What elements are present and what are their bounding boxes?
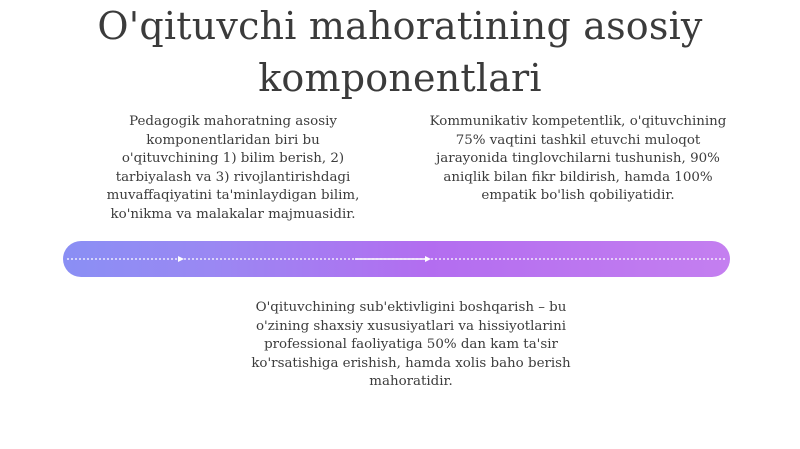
timeline-bar [63, 241, 730, 277]
arrow-head-icon [178, 256, 184, 262]
component-text-subjectivity: O'qituvchining sub'ektivligini boshqarish – bu o'zining shaxsiy xususiyatlari va hissiyotlarini professional faoliyatiga 50% dan kam ta'sir ko'rsatishiga erishish, hamda xolis baho berish mahoratidir. [251, 300, 571, 390]
page-title-line-1: O'qituvchi mahoratining asosiy [97, 4, 703, 48]
component-text-knowledge: Pedagogik mahoratning asosiy komponentlaridan biri bu o'qituvchining 1) bilim berish, 2) tarbiyalash va 3) rivojlantirishdagi muvaffaqiyatini ta'minlaydigan bilim, ko'nikma va malakalar majmuasidir. [106, 114, 360, 222]
page-title [0, 0, 800, 104]
component-text-communication: Kommunikativ kompetentlik, o'qituvchining 75% vaqtini tashkil etuvchi muloqot jarayonida tinglovchilarni tushunish, 90% aniqlik bilan fikr bildirish, hamda 100% empatik bo'lish qobiliyatidir. [429, 114, 727, 204]
arrow-head-icon [425, 256, 431, 262]
page-title-line-2: komponentlari [258, 56, 542, 100]
timeline-arrows [63, 241, 730, 277]
